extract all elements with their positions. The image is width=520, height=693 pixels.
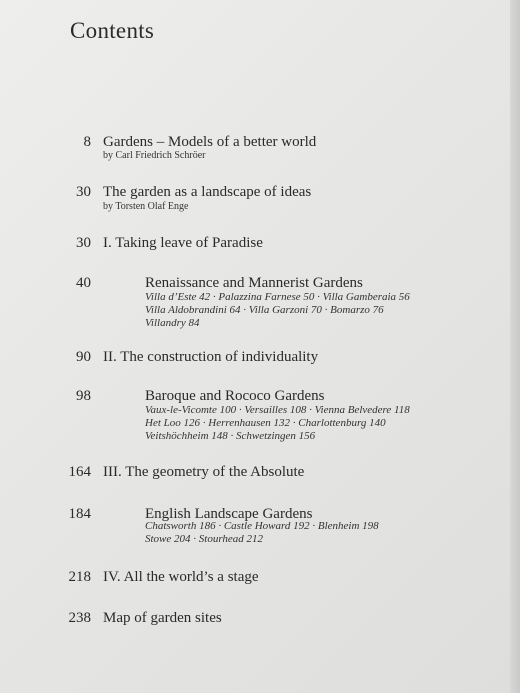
entry-heading: Renaissance and Mannerist Gardens (145, 275, 363, 291)
page-number: 164 (68, 464, 91, 480)
entry-heading: I. Taking leave of Paradise (103, 235, 263, 251)
entry-heading: Gardens – Models of a better world (103, 134, 317, 150)
entry-heading: Baroque and Rococo Gardens (145, 388, 325, 404)
garden-sites-line: Stowe 204 · Stourhead 212 (145, 533, 264, 545)
garden-sites-line: Het Loo 126 · Herrenhausen 132 · Charlottenburg 140 (145, 417, 386, 429)
page-number: 90 (76, 349, 91, 365)
page-number: 218 (68, 569, 91, 585)
entry-author: by Torsten Olaf Enge (103, 201, 189, 212)
entry-author: by Carl Friedrich Schröer (103, 150, 206, 161)
page-number: 238 (68, 610, 91, 626)
entry-heading: The garden as a landscape of ideas (103, 184, 312, 200)
entry-heading: Map of garden sites (103, 610, 222, 626)
entry-heading: II. The construction of individuality (103, 349, 319, 365)
garden-sites-line: Villandry 84 (145, 317, 200, 329)
entry-heading: III. The geometry of the Absolute (103, 464, 305, 480)
page-number: 8 (83, 134, 91, 150)
page-edge (510, 0, 520, 693)
garden-sites-line: Veitshöchheim 148 · Schwetzingen 156 (145, 430, 316, 442)
garden-sites-line: Chatsworth 186 · Castle Howard 192 · Blenheim 198 (145, 520, 379, 532)
page-number: 40 (76, 275, 91, 291)
page-title: Contents (70, 18, 155, 43)
garden-sites-line: Villa Aldobrandini 64 · Villa Garzoni 70 · Bomarzo 76 (145, 304, 384, 316)
garden-sites-line: Vaux-le-Vicomte 100 · Versailles 108 · Vienna Belvedere 118 (145, 404, 410, 416)
page-number: 98 (76, 388, 91, 404)
entry-heading: IV. All the world’s a stage (103, 569, 259, 585)
page-number: 30 (76, 184, 91, 200)
page-number: 184 (68, 506, 91, 522)
page-number: 30 (76, 235, 91, 251)
entry-heading: English Landscape Gardens (145, 506, 313, 522)
garden-sites-line: Villa d’Este 42 · Palazzina Farnese 50 · Villa Gamberaia 56 (145, 291, 410, 303)
